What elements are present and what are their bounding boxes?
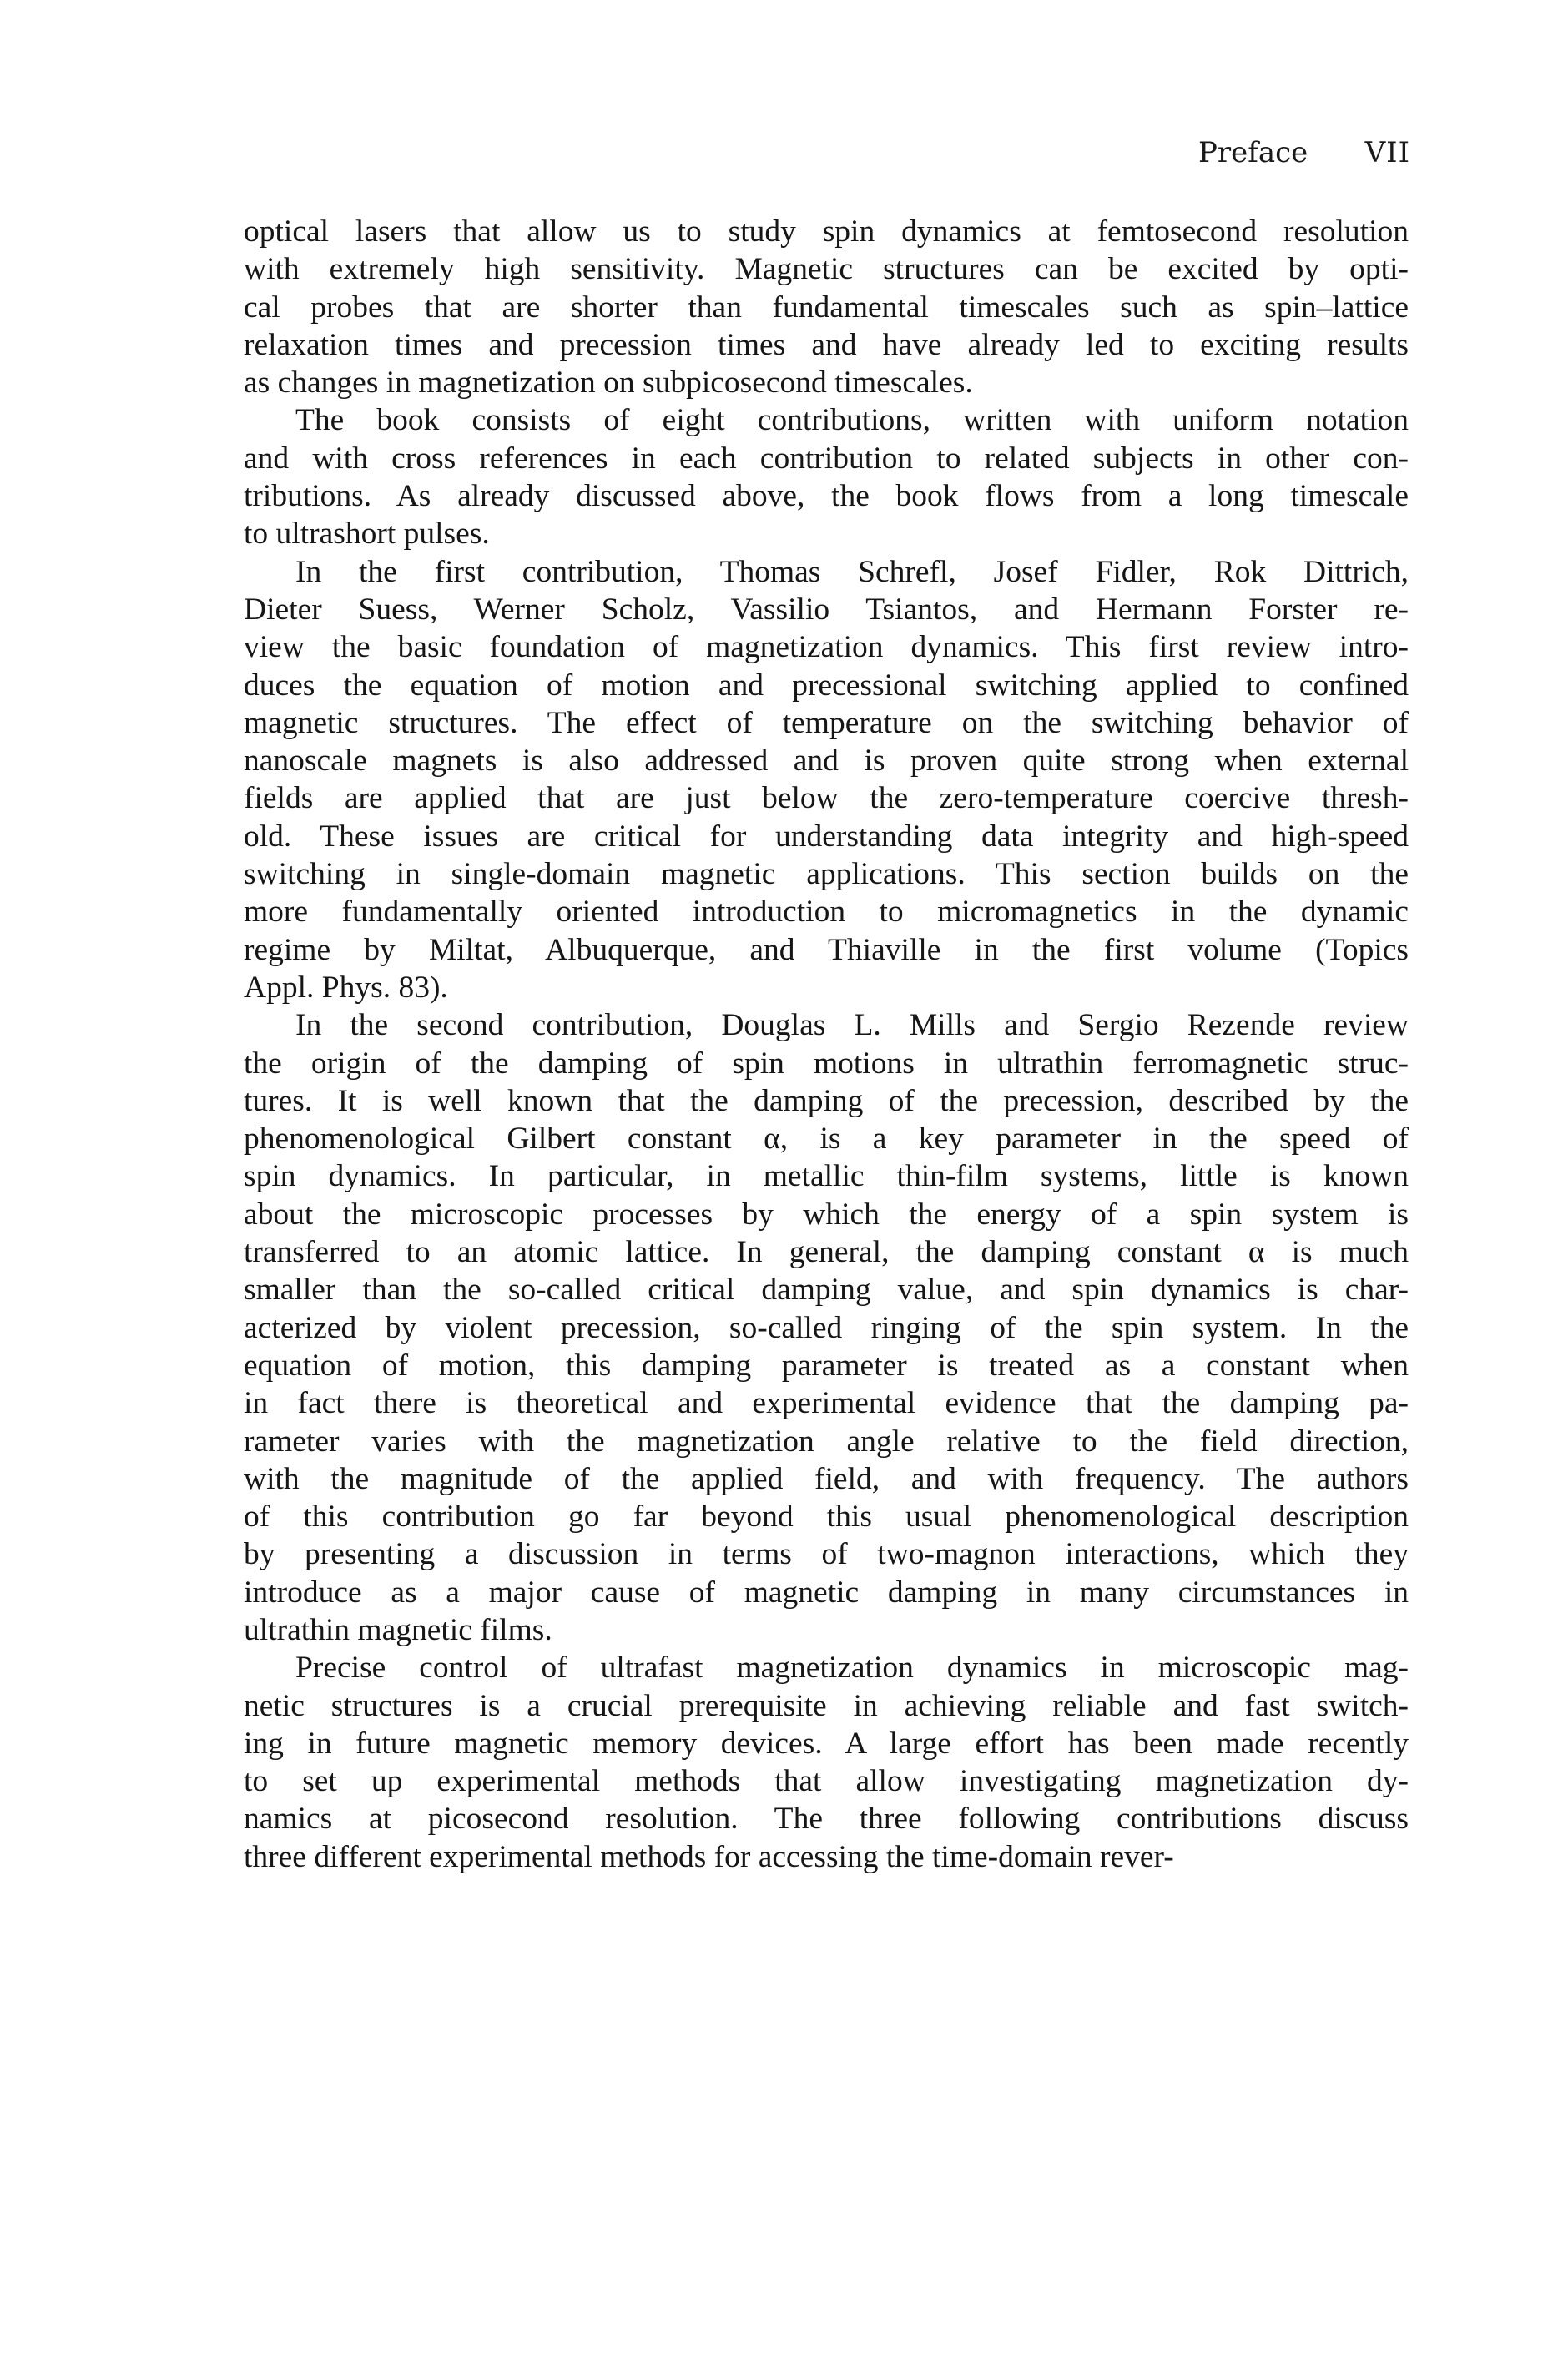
text-line: cal probes that are shorter than fundamental timescales such as spin–lattice	[244, 290, 1409, 325]
text-line: to ultrashort pulses.	[244, 517, 490, 552]
text-line: smaller than the so-called critical damping value, and spin dynamics is char-	[244, 1273, 1409, 1308]
text-line: duces the equation of motion and precessional switching applied to confined	[244, 668, 1409, 703]
paragraph	[244, 1649, 1409, 1876]
text-line: about the microscopic processes by which the energy of a spin system is	[244, 1197, 1409, 1232]
text-line: namics at picosecond resolution. The three following contributions discuss	[244, 1802, 1409, 1837]
text-line: introduce as a major cause of magnetic damping in many circumstances in	[244, 1575, 1409, 1610]
text-line: tributions. As already discussed above, the book flows from a long timescale	[244, 479, 1409, 514]
text-line: Appl. Phys. 83).	[244, 970, 448, 1005]
text-line: In the first contribution, Thomas Schrefl, Josef Fidler, Rok Dittrich,	[295, 554, 1409, 589]
text-line: the origin of the damping of spin motions in ultrathin ferromagnetic struc-	[244, 1046, 1409, 1081]
running-title: Preface	[1198, 136, 1308, 169]
text-line: magnetic structures. The effect of temperature on the switching behavior of	[244, 705, 1409, 740]
text-line: view the basic foundation of magnetization dynamics. This first review intro-	[244, 630, 1409, 665]
page-number: VII	[1364, 136, 1410, 169]
text-line: fields are applied that are just below the zero-temperature coercive thresh-	[244, 781, 1409, 816]
body-text	[244, 213, 1409, 1876]
text-line: by presenting a discussion in terms of two-magnon interactions, which they	[244, 1537, 1409, 1572]
text-line: tures. It is well known that the damping of the precession, described by the	[244, 1083, 1409, 1118]
text-line: switching in single-domain magnetic applications. This section builds on the	[244, 857, 1409, 892]
paragraph	[244, 401, 1409, 552]
text-line: nanoscale magnets is also addressed and is proven quite strong when external	[244, 744, 1409, 779]
text-line: ing in future magnetic memory devices. A large effort has been made recently	[244, 1726, 1409, 1761]
text-line: optical lasers that allow us to study spin dynamics at femtosecond resolution	[244, 214, 1409, 249]
text-line: with the magnitude of the applied field, and with frequency. The authors	[244, 1461, 1409, 1496]
paragraph	[244, 553, 1409, 1007]
text-line: The book consists of eight contributions, written with uniform notation	[295, 403, 1409, 438]
running-header	[1168, 136, 1410, 178]
text-line: three different experimental methods for accessing the time-domain rever-	[244, 1839, 1174, 1874]
text-line: transferred to an atomic lattice. In general, the damping constant α is much	[244, 1235, 1409, 1270]
text-line: phenomenological Gilbert constant α, is a key parameter in the speed of	[244, 1122, 1409, 1157]
text-line: In the second contribution, Douglas L. Mills and Sergio Rezende review	[295, 1008, 1409, 1043]
text-line: ultrathin magnetic films.	[244, 1612, 552, 1647]
text-line: as changes in magnetization on subpicosecond timescales.	[244, 365, 973, 401]
text-line: netic structures is a crucial prerequisite in achieving reliable and fast switch-	[244, 1688, 1409, 1723]
text-line: regime by Miltat, Albuquerque, and Thiaville in the first volume (Topics	[244, 932, 1409, 967]
text-line: equation of motion, this damping parameter is treated as a constant when	[244, 1348, 1409, 1383]
text-line: spin dynamics. In particular, in metallic thin-film systems, little is known	[244, 1159, 1409, 1194]
text-line: with extremely high sensitivity. Magnetic structures can be excited by opti-	[244, 252, 1409, 287]
text-line: of this contribution go far beyond this usual phenomenological description	[244, 1500, 1409, 1535]
text-line: Dieter Suess, Werner Scholz, Vassilio Tsiantos, and Hermann Forster re-	[244, 592, 1409, 627]
text-line: to set up experimental methods that allow investigating magnetization dy-	[244, 1764, 1409, 1799]
text-line: old. These issues are critical for understanding data integrity and high-speed	[244, 819, 1409, 854]
text-line: and with cross references in each contribution to related subjects in other con-	[244, 441, 1409, 476]
text-line: relaxation times and precession times and have already led to exciting results	[244, 327, 1409, 362]
paragraph	[244, 213, 1409, 401]
text-line: in fact there is theoretical and experimental evidence that the damping pa-	[244, 1386, 1409, 1421]
text-line: acterized by violent precession, so-called ringing of the spin system. In the	[244, 1310, 1409, 1345]
paragraph	[244, 1006, 1409, 1649]
text-line: rameter varies with the magnetization angle relative to the field direction,	[244, 1424, 1409, 1459]
text-line: Precise control of ultrafast magnetization dynamics in microscopic mag-	[295, 1651, 1409, 1686]
text-line: more fundamentally oriented introduction to micromagnetics in the dynamic	[244, 895, 1409, 930]
